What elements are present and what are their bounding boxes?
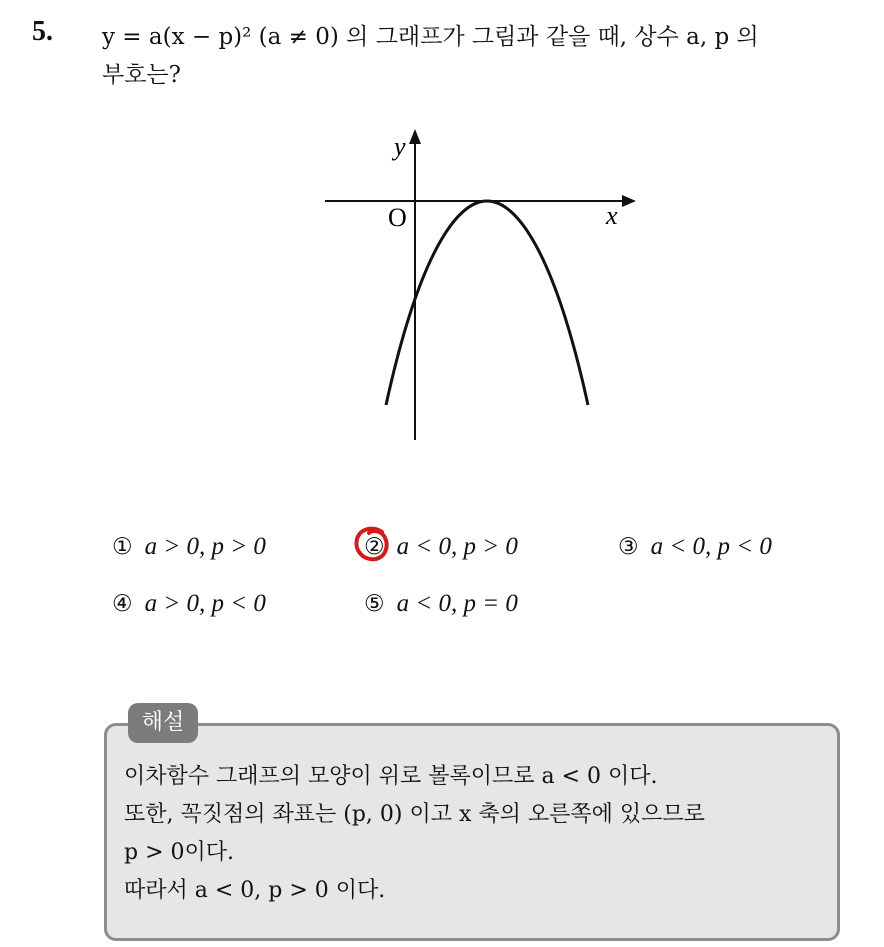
choice-2-text: a < 0, p > 0 — [396, 533, 518, 560]
choice-4-number: ④ — [112, 591, 133, 617]
x-axis-arrow — [622, 195, 636, 207]
y-axis-label: y — [394, 132, 406, 161]
choice-5-number: ⑤ — [364, 591, 385, 617]
solution-text — [124, 758, 834, 910]
choice-2-number: ② — [364, 534, 385, 560]
choice-3-text: a < 0, p < 0 — [650, 533, 772, 560]
question-text — [102, 18, 872, 94]
choice-4-text: a > 0, p < 0 — [144, 590, 266, 617]
solution-line-3: p > 0이다. — [124, 840, 234, 865]
parabola-graph — [300, 120, 650, 450]
question-line-1: y = a(x − p)² (a ≠ 0) 의 그래프가 그림과 같을 때, 상수 a, p 의 — [102, 24, 759, 50]
solution-line-1: 이차함수 그래프의 모양이 위로 볼록이므로 a < 0 이다. — [124, 764, 658, 789]
x-axis-label: x — [606, 201, 618, 230]
parabola-curve — [386, 201, 588, 405]
choice-4[interactable] — [112, 590, 266, 618]
question-line-2: 부호는? — [102, 62, 181, 88]
origin-label: O — [388, 203, 407, 232]
choice-5[interactable] — [364, 590, 518, 618]
choice-1[interactable] — [112, 533, 266, 561]
selected-answer-circle-mark — [352, 525, 392, 565]
choice-1-number: ① — [112, 534, 133, 560]
question-number: 5. — [32, 16, 53, 47]
choice-3-number: ③ — [618, 534, 639, 560]
choice-1-text: a > 0, p > 0 — [144, 533, 266, 560]
solution-tag: 해설 — [128, 703, 198, 743]
choice-5-text: a < 0, p = 0 — [396, 590, 518, 617]
solution-line-4: 따라서 a < 0, p > 0 이다. — [124, 878, 386, 903]
solution-line-2: 또한, 꼭짓점의 좌표는 (p, 0) 이고 x 축의 오른쪽에 있으므로 — [124, 802, 705, 827]
choice-3[interactable] — [618, 533, 772, 561]
y-axis-arrow — [409, 129, 421, 144]
